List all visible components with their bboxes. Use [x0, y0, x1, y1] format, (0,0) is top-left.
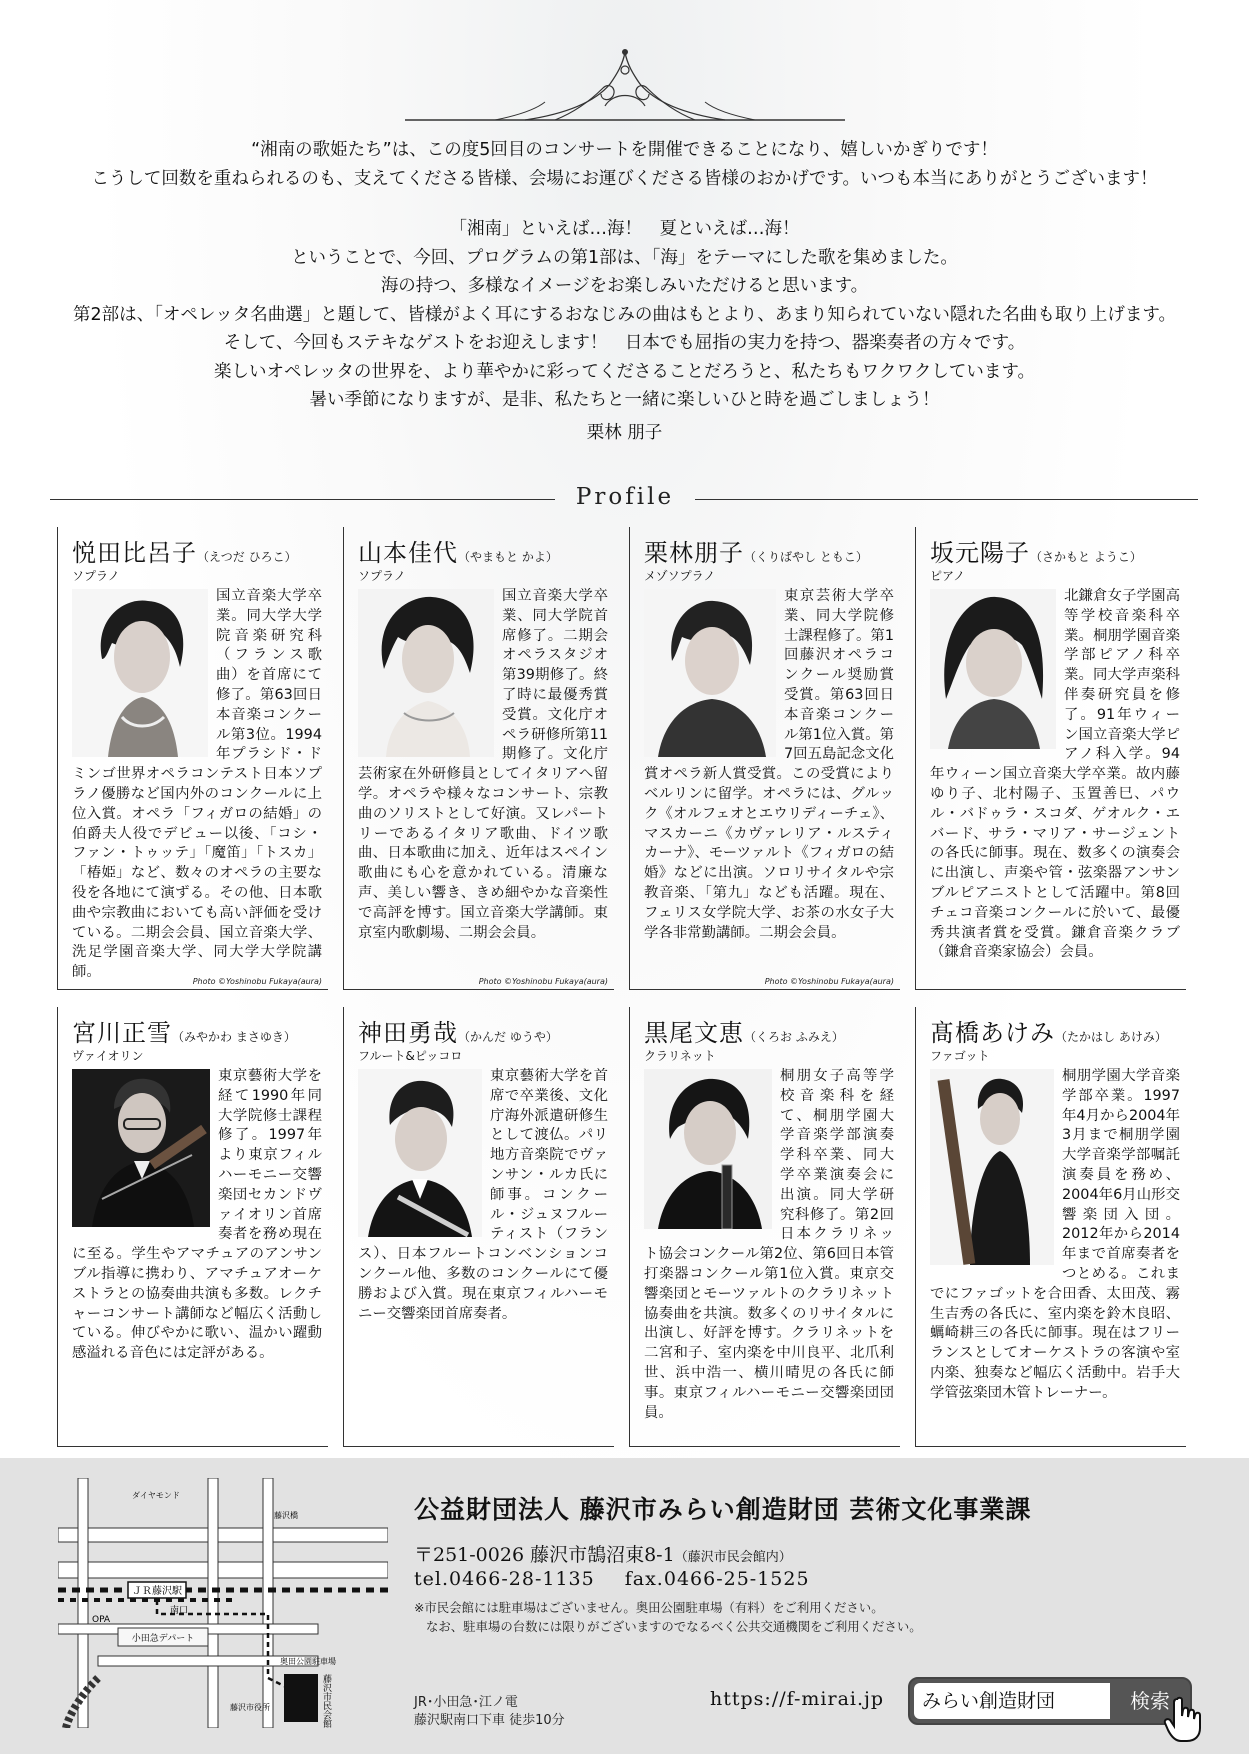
performer-bio: 東京芸術大学卒業、同大学院修士課程修了。第1回藤沢オペラコンクール奨励賞受賞。第63回日本音楽コンクール第1位入賞。第7回五島記念文化賞オペラ新人賞受賞。この受賞によりベルリンに留学。オペラには、グルック《オルフェオとエウリディーチェ》、マスカーニ《カヴァレリア・ルスティカーナ》、モーツァルト《フィガロの結婚》などに出演。ソロリサイタルや宗教音楽、「第九」なども活躍。現在、フェリス女学院大学、お茶の水女子大学各非常勤講師。二期会会員。 — [644, 588, 894, 941]
intro-line: 海の持つ、多様なイメージをお楽しみいただけると思います。 — [380, 276, 869, 296]
performer-photo — [930, 1069, 1054, 1265]
parking-note-line: ※市民会館には駐車場はございません。奥田公園駐車場（有料）をご利用ください。 — [414, 1600, 884, 1615]
map-label-hall: 藤沢市民会館 — [321, 1674, 331, 1728]
profile-card-kuribayashi — [629, 527, 900, 990]
profile-card-yamamoto — [343, 527, 614, 990]
map-label-bridge: 藤沢橋 — [274, 1511, 298, 1520]
performer-bio: 桐朋学園大学音楽学部卒業。1997年4月から2004年3月まで桐朋学園大学音楽学部嘱託演奏員を務め、2004年6月山形交響楽団入団。2012年から2014年まで首席奏者をつとめる。これまでにファゴットを合田香、太田茂、霧生吉秀の各氏に、室内楽を鈴木良昭、蠣崎耕三の各氏に師事。現在はフリーランスとしてオーケストラの客演や室内楽、独奏など幅広く活動中。岩手大学管弦楽団木管トレーナー。 — [930, 1068, 1180, 1401]
profile-card-miyakawa — [57, 1007, 328, 1447]
website-url[interactable]: https://f-mirai.jp — [710, 1688, 885, 1710]
access-line: 藤沢駅南口下車 徒歩10分 — [414, 1713, 565, 1728]
parking-note-line: なお、駐車場の台数には限りがございますのでなるべく公共交通機関をご利用ください。 — [426, 1619, 922, 1634]
performer-name: 坂元陽子（さかもと ようこ） — [930, 539, 1142, 567]
divider-line — [695, 499, 1198, 500]
intro-line: 「湘南」といえば…海！ 夏といえば…海！ — [449, 219, 800, 239]
intro-line: 第2部は、「オペレッタ名曲選」と題して、皆様がよく耳にするおなじみの曲はもとより、あまり知られていない隠れた名曲も取り上げます。 — [73, 304, 1176, 325]
access-info — [414, 1694, 565, 1730]
performer-photo — [358, 1069, 482, 1237]
performer-name: 宮川正雪（みやかわ まさゆき） — [72, 1019, 296, 1047]
profile-header — [50, 484, 1198, 516]
performer-name: 神田勇哉（かんだ ゆうや） — [358, 1019, 558, 1047]
performer-bio: 桐朋女子高等学校音楽科を経て、桐朋学園大学音楽学部演奏学科卒業、同大学卒業演奏会に出演。同大学研究科修了。第2回日本クラリネット協会コンクール第2位、第6回日本管打楽器コンクール第1位入賞。東京交響楽団とモーツァルトのクラリネット協奏曲を共演。数多くのリサイタルに出演し、好評を博す。クラリネットを二宮和子、室内楽を中川良平、北爪利世、浜中浩一、横川晴児の各氏に師事。東京フィルハーモニー交響楽団団員。 — [644, 1068, 894, 1421]
address: 〒251-0026 藤沢市鵠沼東8-1（藤沢市民会館内） — [414, 1544, 792, 1566]
performer-bio: 北鎌倉女子学園高等学校音楽科卒業。桐朋学園音楽学部ピアノ科卒業。同大学声楽科伴奏研究員を修了。91年ウィーン国立音楽大学ピアノ科入学。94年ウィーン国立音楽大学卒業。故内藤ゆり子、北村陽子、玉置善巳、パウル・バドゥラ・スコダ、ゲオルク・エバード、サラ・マリア・サージェントの各氏に師事。現在、数多くの演奏会に出演し、声楽や管・弦楽器アンサンブルピアニストとして活躍中。第8回チェコ音楽コンクールに於いて、最優秀共演者賞を受賞。鎌倉音楽クラブ（鎌倉音楽家協会）会員。 — [930, 588, 1180, 961]
profile-card-etsuda — [57, 527, 328, 990]
performer-part: ピアノ — [930, 569, 966, 583]
map-label-city-office: 藤沢市役所 — [230, 1703, 270, 1712]
performer-photo — [72, 1069, 210, 1227]
performer-name: 髙橋あけみ（たかはし あけみ） — [930, 1019, 1167, 1047]
profile-card-kanda — [343, 1007, 614, 1447]
access-line: JR･小田急･江ノ電 — [414, 1695, 518, 1710]
performer-part: ソプラノ — [358, 569, 406, 583]
performer-photo — [930, 589, 1056, 749]
photo-credit: Photo ©Yoshinobu Fukaya(aura) — [764, 977, 894, 986]
ornament-divider — [405, 44, 845, 126]
contact-numbers — [414, 1568, 810, 1590]
intro-line: そして、今回もステキなゲストをお迎えします！ 日本でも屈指の実力を持つ、器楽奏者の方々です。 — [223, 333, 1026, 353]
profile-card-sakamoto — [915, 527, 1186, 990]
fax-number: fax.0466-25-1525 — [624, 1568, 810, 1590]
intro-signature: 栗林 朋子 — [586, 422, 663, 443]
performer-photo — [644, 589, 776, 757]
intro-line: こうして回数を重ねられるのも、支えてくださる皆様、会場にお運びくださる皆様のおかげです。いつも本当にありがとうございます！ — [91, 168, 1158, 189]
map-label-opa: OPA — [92, 1615, 111, 1625]
map-label-parking: 奥田公園駐車場 — [280, 1657, 336, 1666]
performer-bio: 東京藝術大学を経て1990年同大学院修士課程修了。1997年より東京フィルハーモニー交響楽団セカンドヴァイオリン首席奏者を務め現在に至る。学生やアマチュアのアンサンブル指導に携わり、アマチュアオーケストラとの協奏曲共演も多数。レクチャーコンサート講師など幅広く活動している。伸びやかに歌い、温かい躍動感溢れる音色には定評がある。 — [72, 1068, 322, 1362]
performer-photo — [72, 589, 208, 757]
intro-line: ということで、今回、プログラムの第1部は、「海」をテーマにした歌を集めました。 — [291, 247, 958, 268]
intro-line: 暑い季節になりますが、是非、私たちと一緒に楽しいひと時を過ごしましょう！ — [309, 390, 940, 410]
performer-part: ファゴット — [930, 1049, 990, 1063]
search-button[interactable]: 検索 — [1130, 1689, 1170, 1713]
photo-credit: Photo ©Yoshinobu Fukaya(aura) — [478, 977, 608, 986]
org-name: 公益財団法人 藤沢市みらい創造財団 芸術文化事業課 — [414, 1495, 1032, 1524]
hand-cursor-icon — [1163, 1696, 1203, 1742]
performer-part: クラリネット — [644, 1049, 716, 1063]
parking-note — [414, 1598, 922, 1636]
search-bar — [908, 1677, 1192, 1725]
performer-name: 黒尾文恵（くろお ふみえ） — [644, 1019, 844, 1047]
performer-bio: 国立音楽大学卒業。同大学大学院音楽研究科（フランス歌曲）を首席にて修了。第63回日本音楽コンクール第3位。1994年プラシド・ドミンゴ世界オペラコンテスト日本ソプラノ優勝など国内外のコンクールに上位入賞。オペラ「フィガロの結婚」の伯爵夫人役でデビュー以後、「コシ・ファン・トゥッテ」「魔笛」「トスカ」「椿姫」など、数々のオペラの主要な役を各地にて演ずる。その他、日本歌曲や宗教曲においても高い評価を受けている。二期会会員、国立音楽大学、洗足学園音楽大学、同大学大学院講師。 — [72, 588, 322, 981]
profile-card-kuroo — [629, 1007, 900, 1447]
performer-part: ヴァイオリン — [72, 1049, 144, 1063]
performer-part: メゾソプラノ — [644, 569, 716, 583]
tel-number: tel.0466-28-1135 — [414, 1568, 595, 1590]
intro-message — [40, 136, 1209, 447]
performer-name: 山本佳代（やまもと かよ） — [358, 539, 558, 567]
photo-credit: Photo ©Yoshinobu Fukaya(aura) — [192, 977, 322, 986]
map-label-jr: ＪＲ藤沢駅 — [132, 1586, 182, 1597]
profile-card-takahashi — [915, 1007, 1186, 1447]
performer-photo — [644, 1069, 772, 1229]
search-input[interactable]: みらい創造財団 — [914, 1683, 1110, 1719]
map-label-odakyu: 小田急デパート — [131, 1634, 195, 1644]
performer-bio: 東京藝術大学を首席で卒業後、文化庁海外派遣研修生として渡仏。パリ地方音楽院でヴァンサン・ルカ氏に師事。コンクール・ジュヌフルーティスト（フランス）、日本フルートコンベンションコンクール他、多数のコンクールにて優勝および入賞。現在東京フィルハーモニー交響楽団首席奏者。 — [358, 1068, 608, 1322]
performer-photo — [358, 589, 494, 757]
performer-name: 栗林朋子（くりばやし ともこ） — [644, 539, 868, 567]
map-label-diamond: ダイヤモンド — [132, 1491, 180, 1500]
divider-line — [50, 499, 555, 500]
performer-part: フルート&ピッコロ — [358, 1049, 463, 1063]
performer-bio: 国立音楽大学卒業、同大学院首席修了。二期会オペラスタジオ第39期修了。終了時に最優秀賞受賞。文化庁オペラ研修所第11期修了。文化庁芸術家在外研修員としてイタリアへ留学。オペラや様々なコンサート、宗教曲のソリストとして好演。又レパートリーであるイタリア歌曲、ドイツ歌曲、日本歌曲に加え、近年はスペイン歌曲にも心を意かれている。清廉な声、美しい響き、きめ細やかな音楽性で高評を博す。国立音楽大学講師。東京室内歌劇場、二期会会員。 — [358, 588, 608, 941]
performer-name: 悦田比呂子（えつだ ひろこ） — [72, 539, 297, 567]
performer-part: ソプラノ — [72, 569, 120, 583]
profile-title: Profile — [575, 484, 675, 510]
access-map — [58, 1478, 388, 1728]
intro-line: “湘南の歌姫たち”は、この度5回目のコンサートを開催できることになり、嬉しいかぎりです！ — [251, 140, 998, 160]
map-label-south: 南口 — [170, 1606, 189, 1616]
intro-line: 楽しいオペレッタの世界を、より華やかに彩ってくださることだろうと、私たちもワクワクしています。 — [214, 361, 1035, 382]
